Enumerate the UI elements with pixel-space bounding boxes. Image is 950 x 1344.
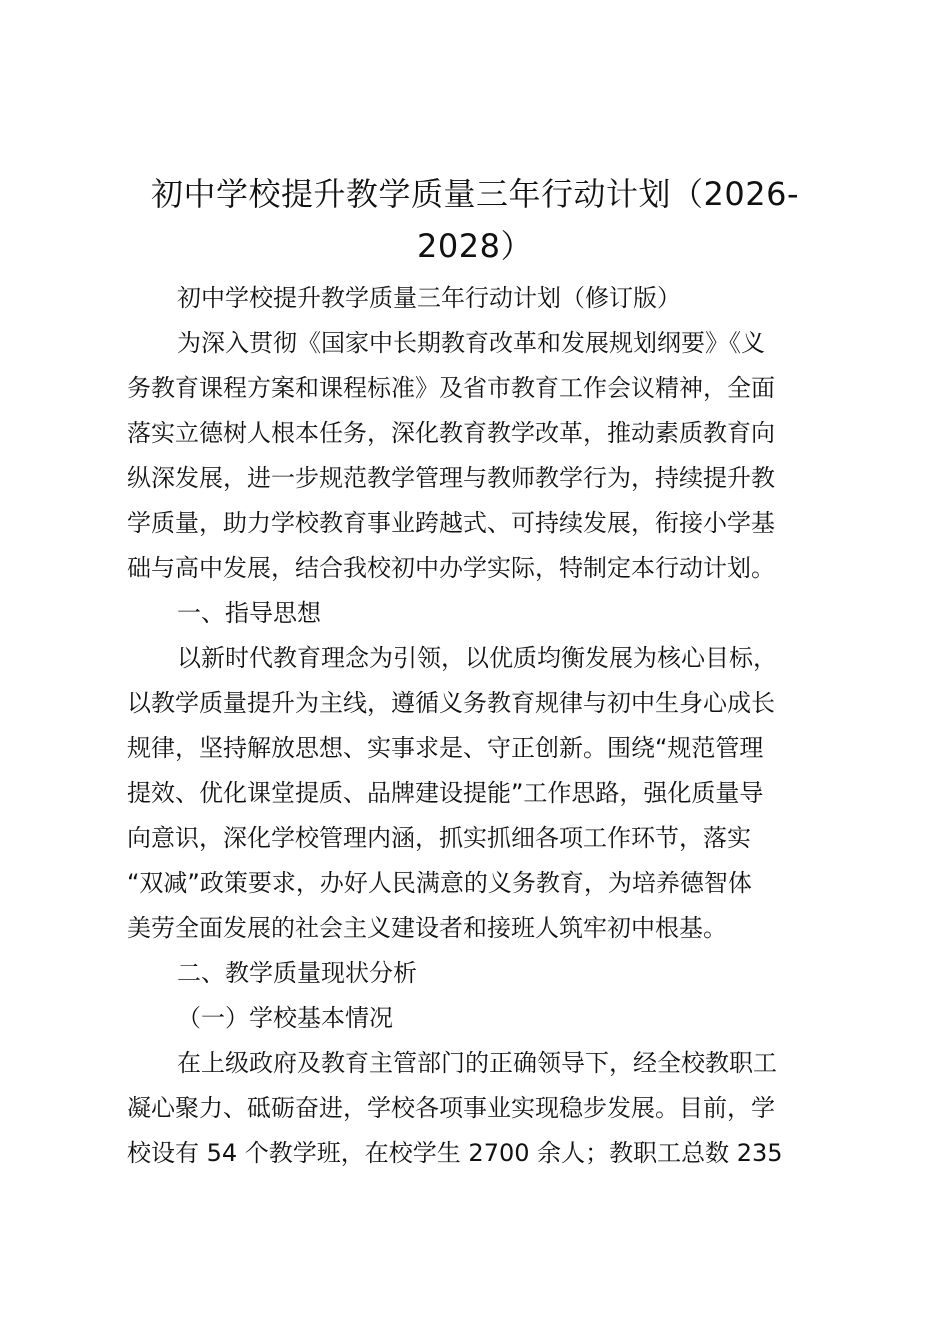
subtitle-line: 初中学校提升教学质量三年行动计划（修订版） [177, 284, 681, 312]
paragraph-line: 础与高中发展，结合我校初中办学实际，特制定本行动计划。 [127, 554, 775, 582]
paragraph-line: 以新时代教育理念为引领，以优质均衡发展为核心目标， [177, 644, 777, 672]
paragraph-line: “双减”政策要求，办好人民满意的义务教育，为培养德智体 [127, 869, 752, 897]
paragraph-line: 为深入贯彻《国家中长期教育改革和发展规划纲要》《义 [177, 329, 765, 357]
paragraph-line: 纵深发展，进一步规范教学管理与教师教学行为，持续提升教 [127, 464, 775, 492]
paragraph-line: 学质量，助力学校教育事业跨越式、可持续发展，衔接小学基 [127, 509, 775, 537]
section-heading: 一、指导思想 [177, 599, 321, 627]
paragraph-line: 务教育课程方案和课程标准》及省市教育工作会议精神，全面 [127, 374, 775, 402]
paragraph-line: 落实立德树人根本任务，深化教育教学改革，推动素质教育向 [127, 419, 775, 447]
paragraph-line: 凝心聚力、砥砺奋进，学校各项事业实现稳步发展。目前，学 [127, 1094, 775, 1122]
paragraph-line: 向意识，深化学校管理内涵，抓实抓细各项工作环节，落实 [127, 824, 751, 852]
paragraph-line: 在上级政府及教育主管部门的正确领导下，经全校教职工 [177, 1049, 777, 1077]
document-title: 初中学校提升教学质量三年行动计划（2026-2028） [151, 175, 799, 265]
subsection-heading: （一）学校基本情况 [177, 1004, 393, 1032]
paragraph-line: 规律，坚持解放思想、实事求是、守正创新。围绕“规范管理 [127, 734, 764, 762]
section-heading: 二、教学质量现状分析 [177, 959, 417, 987]
paragraph-line: 校设有 54 个教学班，在校学生 2700 余人；教职工总数 235 [127, 1139, 783, 1167]
paragraph-line: 以教学质量提升为主线，遵循义务教育规律与初中生身心成长 [127, 689, 775, 717]
paragraph-line: 提效、优化课堂提质、品牌建设提能”工作思路，强化质量导 [127, 779, 764, 807]
paragraph-line: 美劳全面发展的社会主义建设者和接班人筑牢初中根基。 [127, 914, 727, 942]
